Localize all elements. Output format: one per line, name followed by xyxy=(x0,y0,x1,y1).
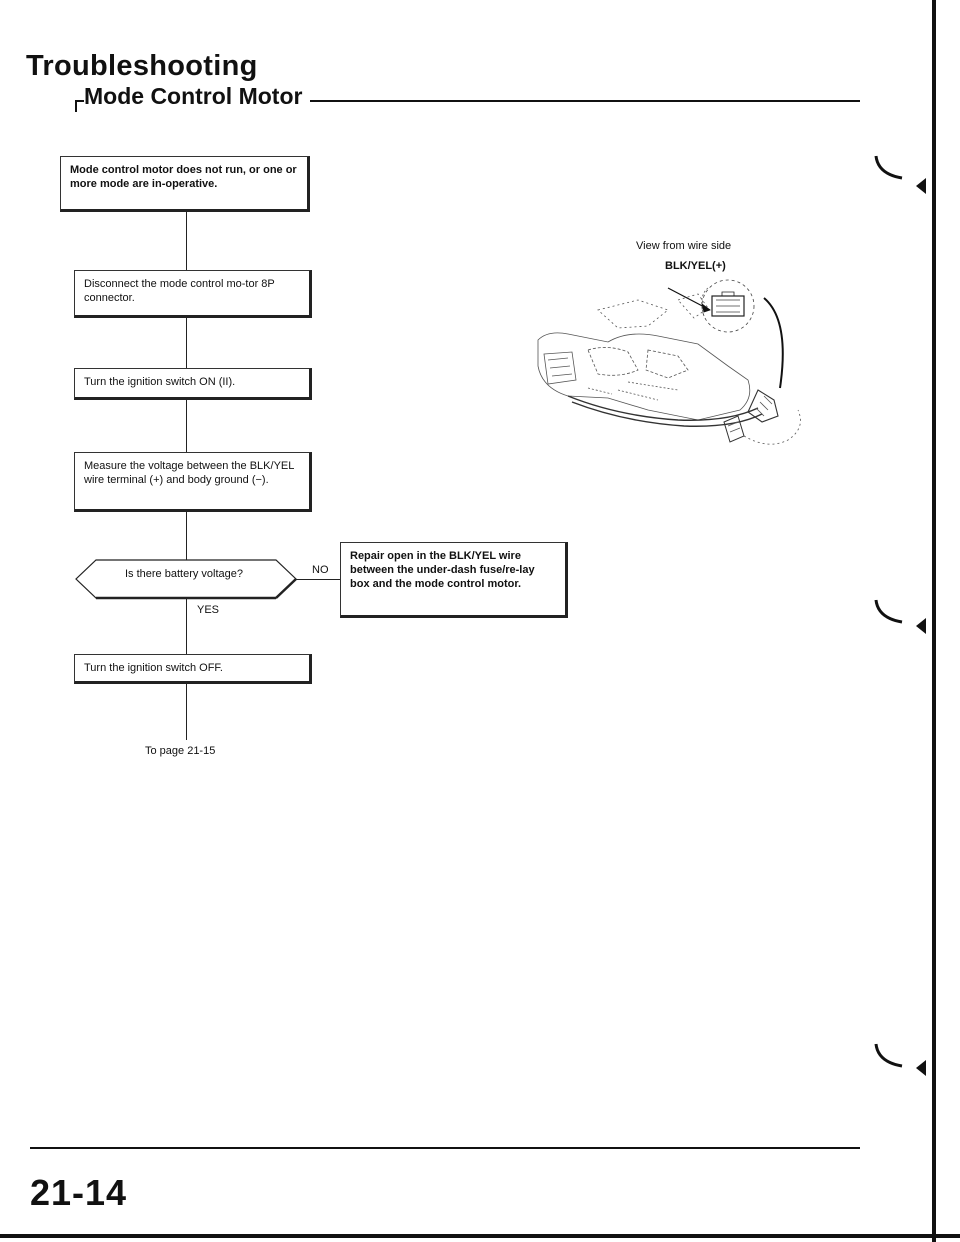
connector-line xyxy=(186,318,187,368)
view-from-wire-side-label: View from wire side xyxy=(636,240,732,252)
step-ignition-on-box: Turn the ignition switch ON (II). xyxy=(74,368,312,400)
step-ignition-off-box: Turn the ignition switch OFF. xyxy=(74,654,312,684)
connector-line xyxy=(186,684,187,740)
repair-box: Repair open in the BLK/YEL wire between the under-dash fuse/re-lay box and the mode control motor. xyxy=(340,542,568,618)
yes-label: YES xyxy=(197,604,220,616)
start-box: Mode control motor does not run, or one or more mode are in-operative. xyxy=(60,156,310,212)
page-title: Troubleshooting xyxy=(26,50,258,82)
connector-line xyxy=(186,512,187,560)
no-branch-line xyxy=(296,579,340,580)
connector-line xyxy=(186,400,187,452)
page-marker xyxy=(912,616,928,636)
wire-color-label: BLK/YEL(+) xyxy=(665,260,726,272)
footer-rule xyxy=(30,1147,860,1149)
page-marker xyxy=(872,1040,912,1070)
page-number: 21-14 xyxy=(30,1172,128,1213)
connector-line xyxy=(186,598,187,654)
page-marker xyxy=(872,596,912,626)
no-label: NO xyxy=(312,564,329,576)
decision-question: Is there battery voltage? xyxy=(124,568,243,580)
page-marker xyxy=(872,152,912,182)
continue-label: To page 21-15 xyxy=(145,745,216,757)
header-bracket xyxy=(75,100,77,112)
bottom-edge xyxy=(0,1234,960,1238)
connector-illustration xyxy=(528,270,828,470)
section-subtitle: Mode Control Motor xyxy=(84,83,310,110)
binding-edge xyxy=(932,0,936,1242)
connector-line xyxy=(186,212,187,270)
page-marker xyxy=(912,176,928,196)
step-disconnect-box: Disconnect the mode control mo-tor 8P connector. xyxy=(74,270,312,318)
step-measure-box: Measure the voltage between the BLK/YEL wire terminal (+) and body ground (−). xyxy=(74,452,312,512)
page-marker xyxy=(912,1058,928,1078)
